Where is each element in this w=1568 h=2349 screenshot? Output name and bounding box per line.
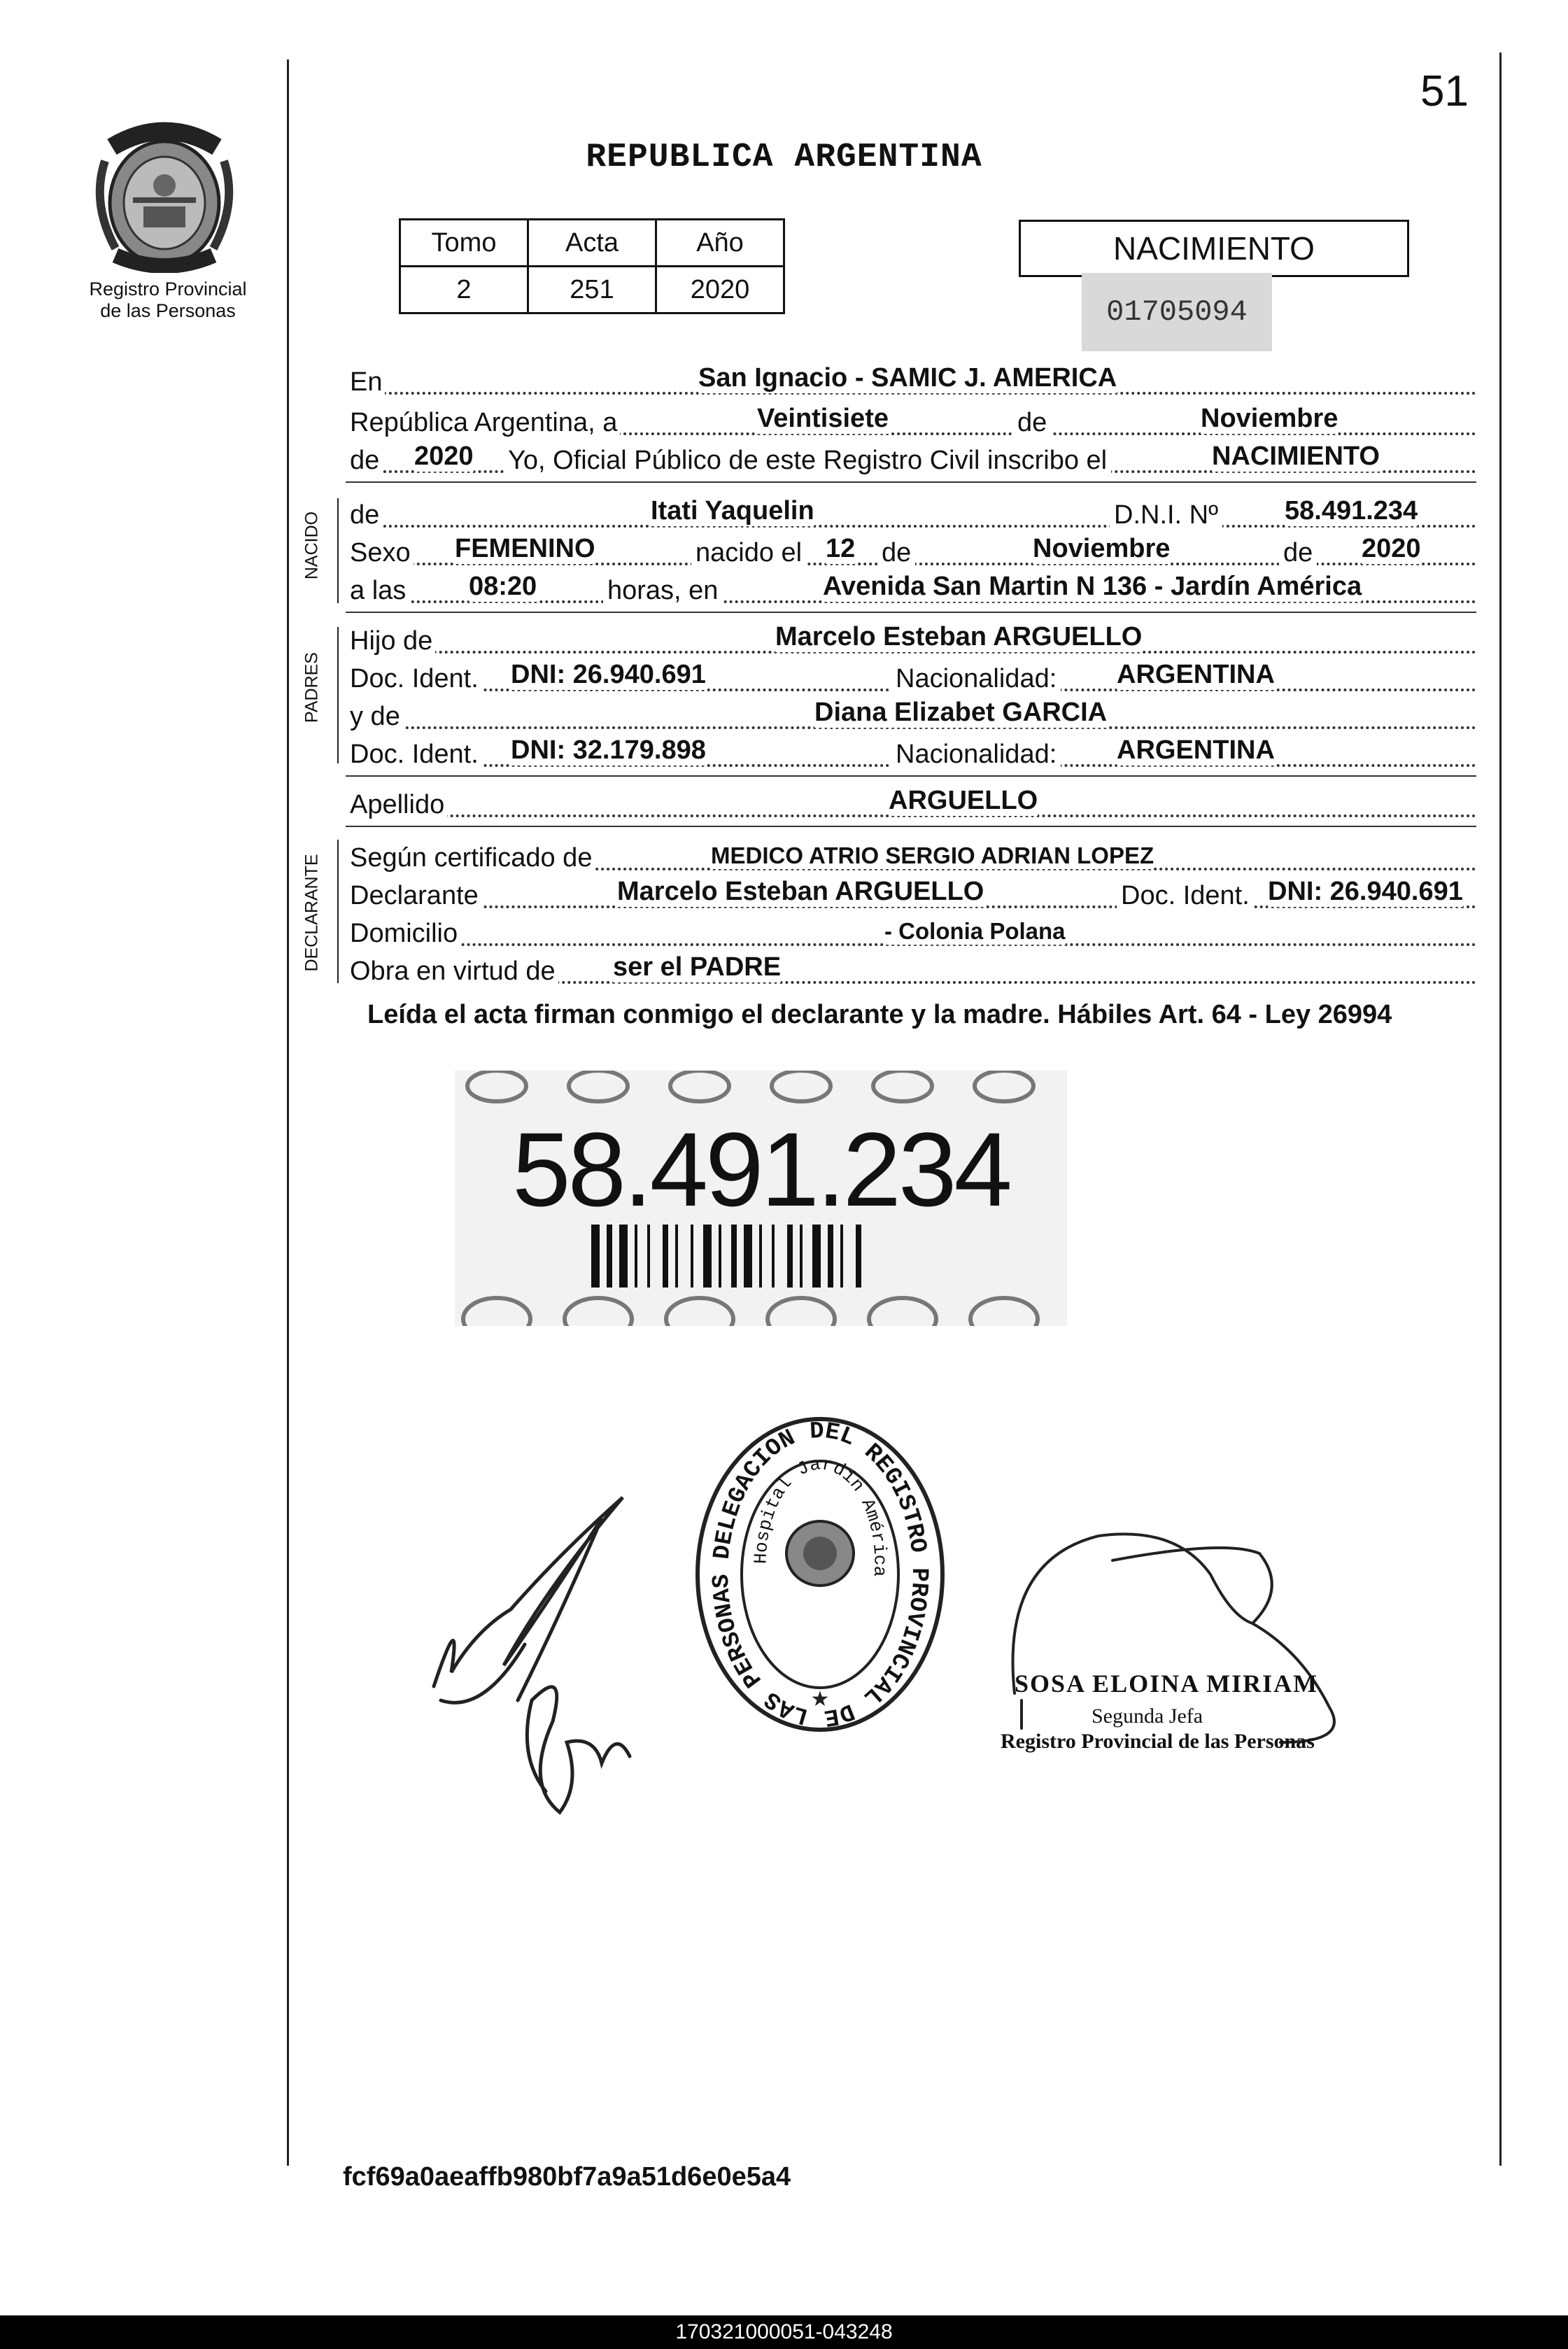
mother-doc-label: Doc. Ident.	[350, 740, 481, 770]
cert-label: Según certificado de	[350, 843, 595, 873]
row-time-place	[350, 572, 1476, 607]
month-value: Noviembre	[1201, 404, 1339, 433]
misiones-coat-of-arms-logo	[84, 119, 245, 273]
seal-inner-text: Hospital Jardín América	[750, 1453, 891, 1578]
alas-label: a las	[350, 576, 409, 606]
domicilio-value: - Colonia Polana	[884, 918, 1066, 944]
serial-number-stamp: 01705094	[1082, 273, 1272, 351]
reference-header-acta: Acta	[528, 220, 656, 267]
row-domicilio	[350, 915, 1476, 950]
section-separator	[346, 775, 1476, 777]
mother-nat-value: ARGENTINA	[1117, 735, 1275, 765]
organization-name	[73, 278, 262, 322]
barcode-bar	[675, 1225, 678, 1288]
hijo-label: Hijo de	[350, 626, 435, 656]
page-number: 51	[1420, 67, 1469, 115]
row-father	[350, 623, 1476, 658]
barcode-bar	[647, 1225, 650, 1288]
barcode-bar	[812, 1225, 821, 1288]
obra-label: Obra en virtud de	[350, 957, 558, 987]
father-nat-label: Nacionalidad:	[891, 664, 1061, 694]
barcode-bar	[744, 1225, 752, 1288]
barcode-bar	[856, 1225, 861, 1288]
record-type-box: NACIMIENTO	[1019, 220, 1409, 277]
father-nat-value: ARGENTINA	[1117, 660, 1275, 689]
nacido-label: nacido el	[691, 538, 806, 568]
birth-month: Noviembre	[1033, 534, 1171, 563]
declarante-doc-value: DNI: 26.940.691	[1268, 877, 1463, 906]
section-separator	[346, 481, 1476, 483]
sexo-label: Sexo	[350, 538, 414, 568]
row-name	[350, 497, 1476, 532]
birth-day: 12	[826, 534, 856, 563]
sexo-value: FEMENINO	[455, 534, 595, 563]
year-value: 2020	[414, 442, 474, 471]
row-mother	[350, 698, 1476, 733]
section-label-padres: PADRES	[302, 652, 322, 723]
official-signature-block	[1001, 1532, 1378, 1784]
barcode-bar	[663, 1225, 668, 1288]
row-republica	[350, 404, 1476, 439]
en-label: En	[350, 367, 385, 397]
section-label-declarante: DECLARANTE	[302, 854, 322, 972]
row-obra	[350, 953, 1476, 988]
cert-value: MEDICO ATRIO SERGIO ADRIAN LOPEZ	[711, 842, 1154, 868]
name-prefix: de	[350, 500, 382, 530]
barcode-bar	[691, 1225, 693, 1288]
official-seal-stamp	[693, 1413, 948, 1735]
father-value: Marcelo Esteban ARGUELLO	[775, 622, 1143, 651]
en-value: San Ignacio - SAMIC J. AMERICA	[698, 363, 1117, 393]
declarante-label: Declarante	[350, 881, 481, 911]
row-declarante	[350, 877, 1476, 912]
reference-header-ano: Año	[656, 220, 784, 267]
birth-de-label-2: de	[1279, 538, 1317, 568]
document-hash: fcf69a0aeaffb980bf7a9a51d6e0e5a4	[343, 2162, 791, 2192]
barcode-graphic	[591, 1225, 861, 1288]
birth-year: 2020	[1362, 534, 1421, 563]
reference-header-tomo: Tomo	[400, 220, 528, 267]
barcode-bar	[828, 1225, 833, 1288]
barcode-bar	[719, 1225, 721, 1288]
row-apellido	[350, 786, 1476, 821]
left-margin-line	[287, 59, 289, 2166]
year-prefix: de	[350, 446, 382, 476]
seal-emblem	[786, 1521, 854, 1586]
organization-line-1: Registro Provincial	[89, 278, 247, 299]
section-bar	[337, 627, 339, 763]
section-separator	[346, 826, 1476, 827]
closing-statement: Leída el acta firman conmigo el declarante y la madre. Hábiles Art. 64 - Ley 26994	[367, 1000, 1392, 1029]
republica-label: República Argentina, a	[350, 408, 620, 438]
barcode-bar	[591, 1225, 600, 1288]
father-doc-label: Doc. Ident.	[350, 664, 481, 694]
page-title: REPUBLICA ARGENTINA	[586, 139, 982, 176]
section-bar	[337, 840, 339, 983]
place-value: Avenida San Martin N 136 - Jardín América	[823, 572, 1362, 601]
row-en	[350, 364, 1476, 399]
yde-label: y de	[350, 702, 403, 732]
day-value: Veintisiete	[757, 404, 889, 433]
barcode-bar	[840, 1225, 843, 1288]
mother-value: Diana Elizabet GARCIA	[814, 698, 1108, 727]
sticker-dni-number: 58.491.234	[512, 1110, 1010, 1228]
organization-line-2: de las Personas	[100, 300, 236, 321]
section-separator	[346, 612, 1476, 613]
mother-doc-value: DNI: 32.179.898	[511, 735, 706, 765]
name-value: Itati Yaquelin	[651, 496, 814, 525]
seal-outer-text: DELEGACION DEL REGISTRO PROVINCIAL DE LAS PERSONAS	[708, 1418, 933, 1731]
row-father-doc	[350, 661, 1476, 696]
barcode-bar	[759, 1225, 762, 1288]
barcode-bar	[619, 1225, 628, 1288]
section-bar	[337, 498, 339, 603]
row-year	[350, 442, 1476, 477]
time-value: 08:20	[469, 572, 537, 601]
right-margin-line	[1499, 52, 1502, 2166]
declarante-value: Marcelo Esteban ARGUELLO	[617, 877, 984, 906]
mother-nat-label: Nacionalidad:	[891, 740, 1061, 770]
section-label-nacido: NACIDO	[302, 511, 322, 580]
signatory-name: SOSA ELOINA MIRIAM	[1015, 1670, 1319, 1698]
declarant-signature	[420, 1490, 644, 1819]
declarante-doc-label: Doc. Ident.	[1117, 881, 1254, 911]
apellido-value: ARGUELLO	[889, 786, 1038, 815]
reference-value-tomo: 2	[400, 267, 528, 313]
dni-value: 58.491.234	[1285, 496, 1418, 525]
obra-value: ser el PADRE	[613, 952, 782, 982]
row-mother-doc	[350, 736, 1476, 771]
barcode-bar	[800, 1225, 803, 1288]
barcode-bar	[635, 1225, 637, 1288]
reference-value-ano: 2020	[656, 267, 784, 313]
signatory-role: Segunda Jefa	[1092, 1705, 1203, 1728]
row-sexo	[350, 535, 1476, 570]
dni-label: D.N.I. Nº	[1110, 500, 1222, 530]
reference-table	[399, 218, 785, 314]
signatory-org: Registro Provincial de las Personas	[1001, 1730, 1315, 1753]
barcode-bar	[772, 1225, 775, 1288]
barcode-bar	[787, 1225, 793, 1288]
dni-barcode-sticker	[455, 1071, 1067, 1326]
inscribo-value: NACIMIENTO	[1212, 442, 1380, 471]
barcode-bar	[703, 1225, 712, 1288]
apellido-label: Apellido	[350, 790, 447, 820]
footer-code-bar: 170321000051-043248	[0, 2315, 1568, 2349]
seal-star-icon: ★	[810, 1688, 830, 1711]
father-doc-value: DNI: 26.940.691	[511, 660, 706, 689]
de-label: de	[1013, 408, 1051, 438]
horas-label: horas, en	[603, 576, 722, 606]
official-text: Yo, Oficial Público de este Registro Civil inscribo el	[504, 446, 1111, 476]
row-certificado	[350, 840, 1476, 875]
birth-de-label: de	[877, 538, 915, 568]
barcode-bar	[731, 1225, 737, 1288]
domicilio-label: Domicilio	[350, 919, 460, 949]
barcode-bar	[607, 1225, 612, 1288]
reference-value-acta: 251	[528, 267, 656, 313]
